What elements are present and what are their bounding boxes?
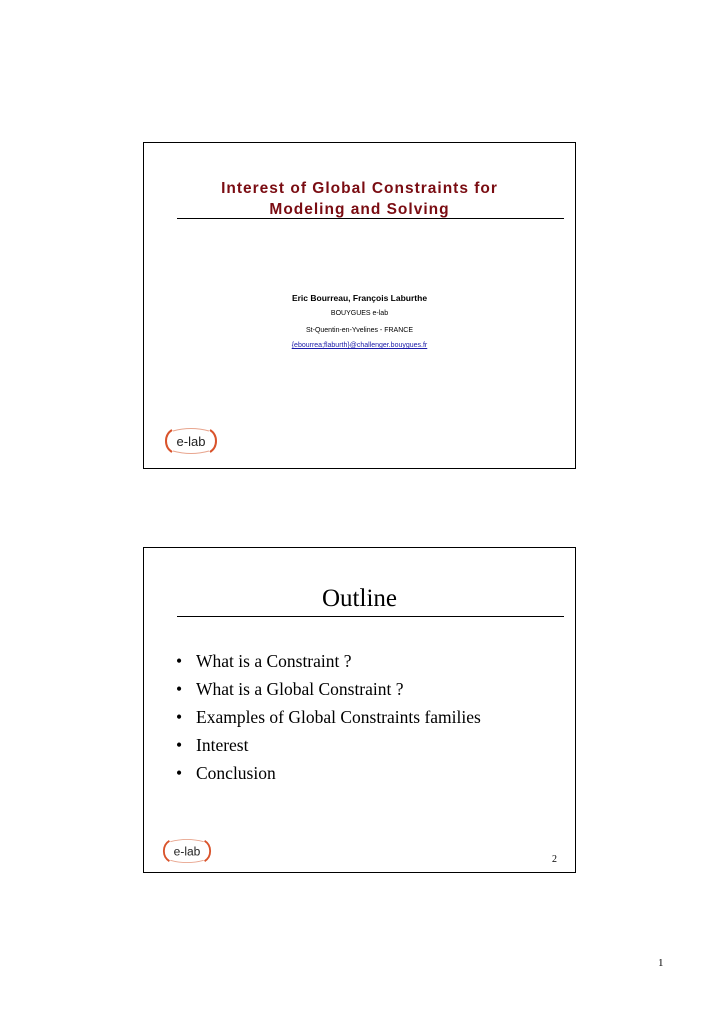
list-item [176, 759, 481, 787]
email-link[interactable]: {ebourrea;flaburth}@challenger.bouygues.fr [291, 342, 428, 349]
title-underline [177, 616, 564, 617]
list-item-text: What is a Constraint ? [196, 651, 352, 671]
location: St-Quentin-en-Yvelines - FRANCE [306, 327, 413, 334]
bullet-icon: • [176, 763, 183, 783]
title-line-2: Modeling and Solving [269, 201, 450, 218]
list-item-text: Conclusion [196, 763, 276, 783]
bullet-icon: • [176, 707, 183, 727]
bullet-icon: • [176, 735, 183, 755]
title-line-1: Interest of Global Constraints for [221, 180, 498, 197]
outline-list [176, 647, 481, 787]
title-underline [177, 218, 564, 219]
page-number: 1 [658, 957, 664, 969]
slide-number: 2 [552, 854, 557, 865]
logo-text: e-lab [173, 844, 201, 859]
organization: BOUYGUES e-lab [330, 310, 389, 317]
list-item-text: What is a Global Constraint ? [196, 679, 404, 699]
slide-1-title [144, 178, 575, 220]
list-item-text: Interest [196, 735, 249, 755]
slide-2 [143, 547, 576, 873]
e-lab-logo [162, 838, 212, 864]
list-item [176, 703, 481, 731]
e-lab-logo [164, 427, 218, 455]
list-item-text: Examples of Global Constraints families [196, 707, 481, 727]
logo-text: e-lab [176, 434, 206, 449]
list-item [176, 647, 481, 675]
list-item [176, 731, 481, 759]
bullet-icon: • [176, 651, 183, 671]
authors: Eric Bourreau, François Laburthe [291, 293, 428, 303]
list-item [176, 675, 481, 703]
slide-2-title: Outline [322, 585, 397, 612]
slide-1 [143, 142, 576, 469]
bullet-icon: • [176, 679, 183, 699]
